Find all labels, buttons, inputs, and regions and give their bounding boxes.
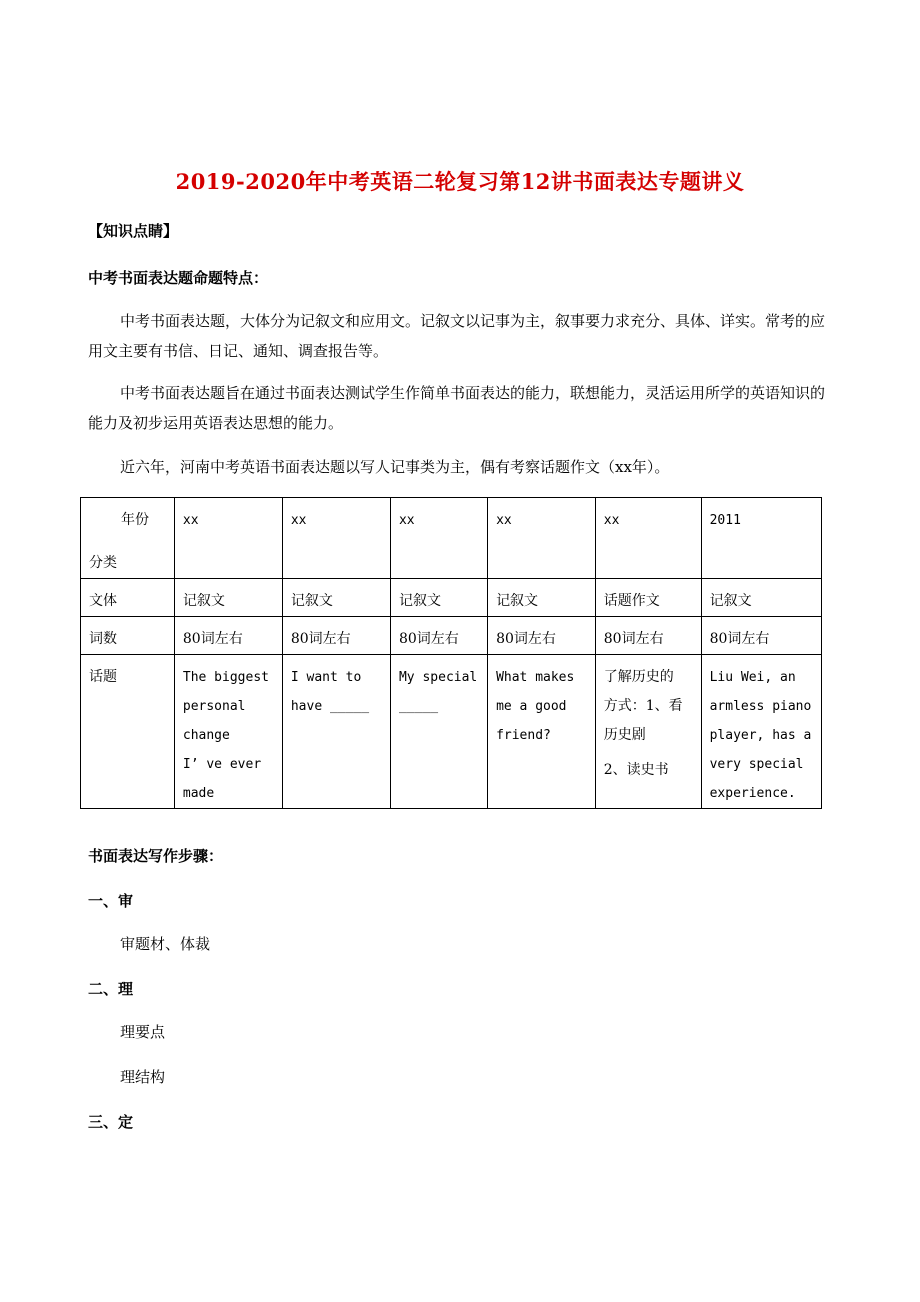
topic-cell [174,655,282,809]
topic-cell [595,655,701,809]
year-cell: xx [488,498,596,579]
topic-line: made [182,786,215,801]
section-knowledge-heading: 【知识点睛】 [88,222,179,240]
topic-line: Liu Wei, an [709,670,796,685]
table-cell: 80词左右 [390,617,487,655]
year-cell: xx [390,498,487,579]
topic-cell [282,655,390,809]
exam-topic-table [80,497,822,809]
year-cell: xx [282,498,390,579]
table-cell: 记叙文 [282,579,390,617]
topic-line: My special [398,670,478,685]
table-cell: 80词左右 [488,617,596,655]
topic-line: I’ ve ever [182,757,262,772]
table-cell: 80词左右 [595,617,701,655]
table-cell: 记叙文 [174,579,282,617]
table-cell: 80词左右 [282,617,390,655]
year-cell: xx [595,498,701,579]
topic-line: 方式：1、看 [603,698,683,714]
topic-line: The biggest [182,670,269,685]
table-cell: 记叙文 [390,579,487,617]
table-cell: 记叙文 [488,579,596,617]
row-label: 话题 [81,655,175,809]
table-row-genre [81,579,822,617]
page-title: 2019-2020年中考英语二轮复习第12讲书面表达专题讲义 [175,169,745,194]
topic-cell [488,655,596,809]
table-cell: 80词左右 [701,617,821,655]
topic-line: me a good [496,699,567,714]
row-label: 文体 [81,579,175,617]
table-cell: 记叙文 [701,579,821,617]
table-cell: 80词左右 [174,617,282,655]
row-label: 词数 [81,617,175,655]
topic-line: experience. [709,786,796,801]
step-item: 理要点 [120,1023,166,1041]
topic-line: 了解历史的 [603,669,674,685]
table-row-topic [81,655,822,809]
topic-line: friend? [496,728,551,743]
topic-cell [701,655,821,809]
year-cell: 2011 [701,498,821,579]
topic-line: What makes [496,670,575,685]
year-cell: xx [174,498,282,579]
step-item: 理结构 [120,1068,166,1086]
paragraph-1: 中考书面表达题，大体分为记叙文和应用文。记叙文以记事为主，叙事要力求充分、具体、详实。常考的应用文主要有书信、日记、通知、调查报告等。 [88,312,826,360]
table-row-wordcount [81,617,822,655]
topic-line: armless piano [709,699,812,714]
corner-category-label: 分类 [89,555,117,571]
topic-cell [390,655,487,809]
paragraph-2: 中考书面表达题旨在通过书面表达测试学生作简单书面表达的能力，联想能力，灵活运用所学的英语知识的能力及初步运用英语表达思想的能力。 [88,384,826,432]
step-heading: 三、定 [88,1113,134,1131]
topic-line: have _____ [290,699,370,714]
steps-heading: 书面表达写作步骤： [88,847,224,865]
corner-year-label: 年份 [121,512,149,528]
topic-line: player, has a [709,728,812,743]
step-heading: 二、理 [88,980,134,998]
topic-line: 历史剧 [603,727,646,743]
step-heading: 一、审 [88,892,134,910]
table-row-year [81,498,822,579]
topic-line: change [182,728,230,743]
topic-line: personal [182,699,246,714]
table-corner-cell [81,498,175,579]
table-cell: 话题作文 [595,579,701,617]
topic-line: very special [709,757,804,772]
topic-line: I want to [290,670,362,685]
step-item: 审题材、体裁 [120,935,211,953]
topic-line: 2、读史书 [603,762,669,778]
topic-line: _____ [398,699,439,714]
paragraph-3: 近六年，河南中考英语书面表达题以写人记事类为主，偶有考察话题作文（xx年）。 [120,458,670,476]
features-heading: 中考书面表达题命题特点： [88,269,269,287]
